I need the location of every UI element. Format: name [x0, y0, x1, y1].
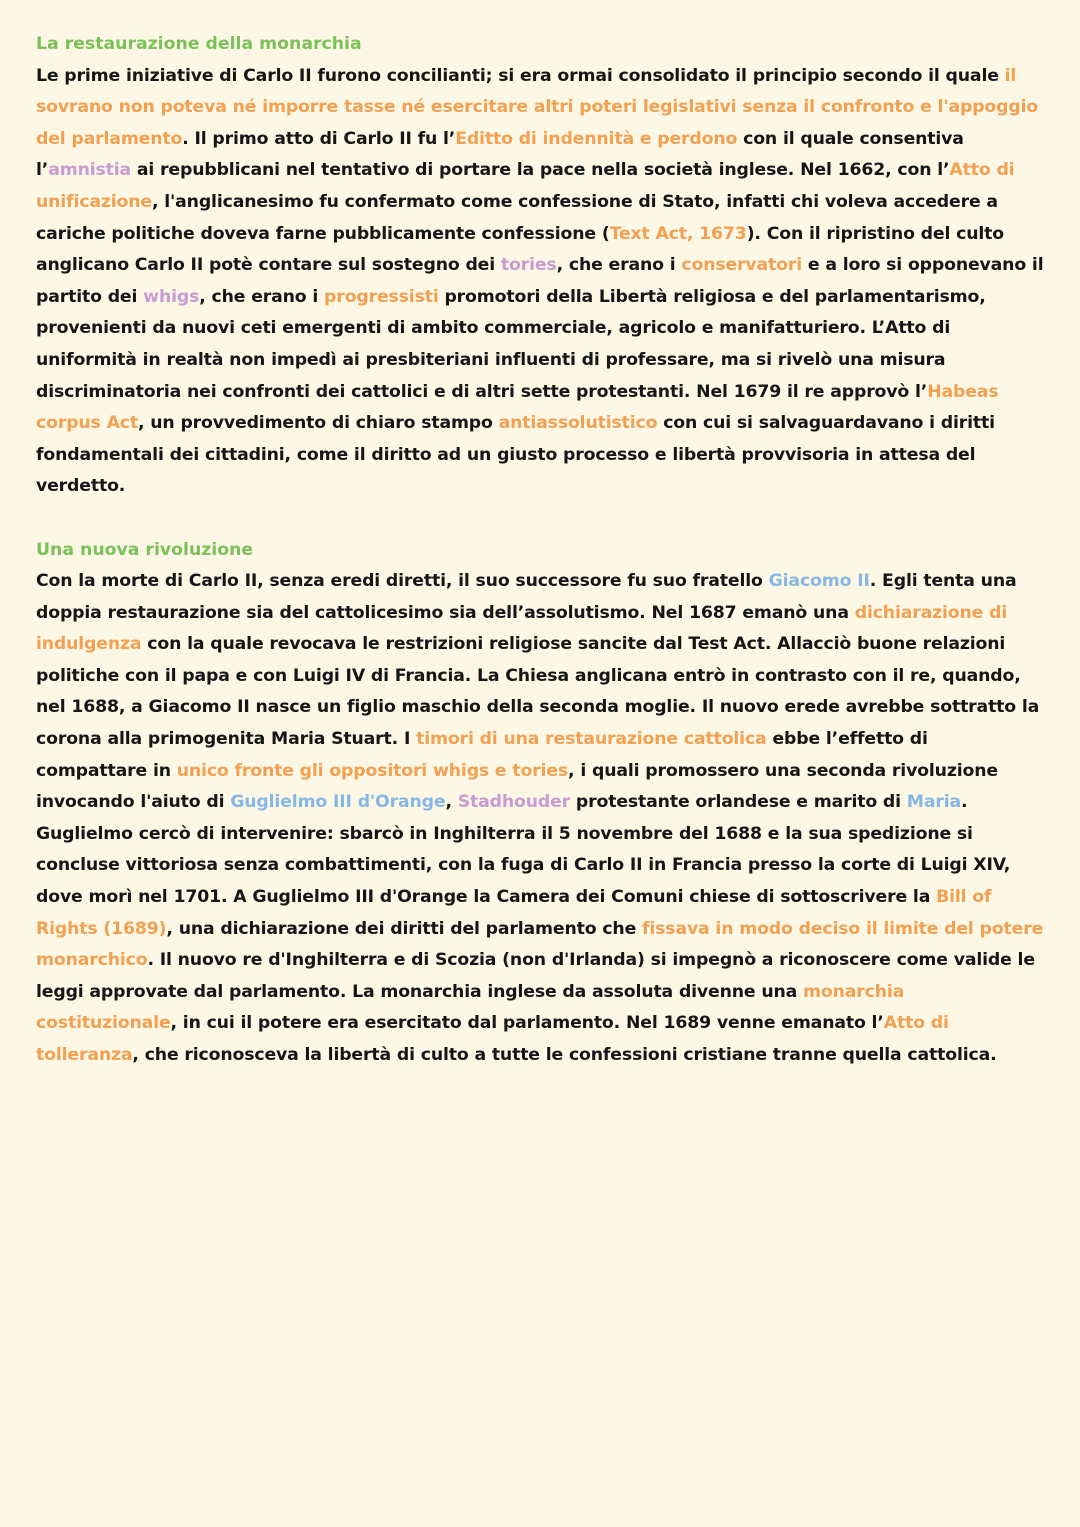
- highlighted-term: Stadhouder: [457, 792, 571, 813]
- text-run: promotori della Libertà religiosa e del parlamentarismo, provenienti da nuovi ceti emergenti di ambito commerciale, agricolo e manifatturiero. L’Atto di uniformità in realtà non impedì ai presbiteriani influenti di professare, ma si rivelò una misura discriminatoria nei confronti dei cattolici e di altri sette protestanti. Nel 1679 il re approvò l’: [36, 286, 986, 402]
- section-spacer: [36, 503, 1044, 535]
- text-run: , che erano i: [199, 286, 325, 307]
- highlighted-term: conservatori: [681, 255, 803, 276]
- highlighted-term: Giacomo II: [768, 571, 870, 592]
- highlighted-term: unico fronte gli oppositori whigs e tories: [176, 760, 569, 781]
- text-run: con cui si salvaguardavano i diritti fondamentali dei cittadini, come il diritto ad un giusto processo e libertà provvisoria in attesa del verdetto.: [36, 413, 995, 497]
- highlighted-term: antiassolutistico: [498, 413, 658, 434]
- text-run: , un provvedimento di chiaro stampo: [138, 413, 499, 434]
- highlighted-term: progressisti: [324, 286, 439, 307]
- highlighted-term: il sovrano non poteva né imporre tasse né esercitare altri poteri legislativi senza il confronto e l'appoggio del parlamento: [36, 65, 1039, 149]
- text-run: ). Con il ripristino del culto anglicano Carlo II potè contare sul sostegno dei: [36, 223, 1004, 276]
- highlighted-term: tories: [500, 255, 557, 276]
- section-title-rivoluzione: Una nuova rivoluzione: [36, 539, 254, 560]
- highlighted-term: dichiarazione di indulgenza: [36, 602, 1008, 655]
- highlighted-term: Text Act, 1673: [609, 223, 747, 244]
- text-run: ai repubblicani nel tentativo di portare la pace nella società inglese. Nel 1662, con l’: [131, 160, 950, 181]
- section-body-rivoluzione: [36, 566, 1044, 1072]
- text-run: . Il nuovo re d'Inghilterra e di Scozia (non d'Irlanda) si impegnò a riconoscere come valide le leggi approvate dal parlamento. La monarchia inglese da assoluta divenne una: [36, 950, 1035, 1002]
- highlighted-term: Editto di indennità e perdono: [455, 128, 738, 149]
- text-run: con il quale consentiva l’: [36, 128, 964, 181]
- text-run: ,: [445, 792, 458, 813]
- text-run: . Guglielmo cercò di intervenire: sbarcò in Inghilterra il 5 novembre del 1688 e la sua spedizione si concluse vittoriosa senza combattimenti, con la fuga di Carlo II in Francia presso la corte di Luigi XIV, dove morì nel 1701. A Guglielmo III d'Orange la Camera dei Comuni chiese di sottoscrivere la: [36, 792, 1011, 908]
- highlighted-term: Maria: [906, 792, 962, 813]
- text-run: . Il primo atto di Carlo II fu l’: [182, 128, 456, 149]
- highlighted-term: Guglielmo III d'Orange: [230, 792, 446, 813]
- highlighted-term: timori di una restaurazione cattolica: [416, 729, 767, 750]
- text-run: , una dichiarazione dei diritti del parlamento che: [166, 918, 643, 939]
- highlighted-term: Bill of Rights (1689): [36, 887, 992, 939]
- text-run: , in cui il potere era esercitato dal parlamento. Nel 1689 venne emanato l’: [170, 1013, 884, 1034]
- text-run: Le prime iniziative di Carlo II furono concilianti; si era ormai consolidato il principio secondo il quale: [36, 65, 1005, 86]
- highlighted-term: fissava in modo deciso il limite del potere monarchico: [36, 918, 1044, 971]
- text-run: , che erano i: [556, 255, 682, 276]
- text-run: , che riconosceva la libertà di culto a tutte le confessioni cristiane tranne quella cattolica.: [132, 1045, 997, 1065]
- highlighted-term: Atto di unificazione: [36, 160, 1015, 212]
- section-body-restaurazione: [36, 61, 1044, 503]
- highlighted-term: whigs: [143, 286, 200, 307]
- text-run: , i quali promossero una seconda rivoluzione invocando l'aiuto di: [36, 760, 998, 813]
- text-run: e a loro si opponevano il partito dei: [36, 255, 1044, 307]
- text-run: ebbe l’effetto di compattare in: [36, 729, 928, 781]
- text-run: con la quale revocava le restrizioni religiose sancite dal Test Act. Allacciò buone relazioni politiche con il papa e con Luigi IV di Francia. La Chiesa anglicana entrò in contrasto con il re, quando, nel 1688, a Giacomo II nasce un figlio maschio della seconda moglie. Il nuovo erede avrebbe sottratto la corona alla primogenita Maria Stuart. I: [36, 634, 1040, 750]
- highlighted-term: Atto di tolleranza: [36, 1013, 949, 1065]
- highlighted-term: Habeas corpus Act: [36, 381, 999, 434]
- text-run: Con la morte di Carlo II, senza eredi diretti, il suo successore fu suo fratello: [36, 571, 769, 592]
- text-run: . Egli tenta una doppia restaurazione sia del cattolicesimo sia dell’assolutismo. Nel 1687 emanò una: [36, 571, 1017, 623]
- text-run: protestante orlandese e marito di: [570, 792, 907, 813]
- highlighted-term: monarchia costituzionale: [36, 981, 905, 1034]
- section-title-restaurazione: La restaurazione della monarchia: [36, 34, 362, 54]
- text-run: , l'anglicanesimo fu confermato come confessione di Stato, infatti chi voleva accedere a cariche politiche doveva farne pubblicamente confessione (: [36, 191, 998, 244]
- highlighted-term: amnistia: [48, 160, 132, 181]
